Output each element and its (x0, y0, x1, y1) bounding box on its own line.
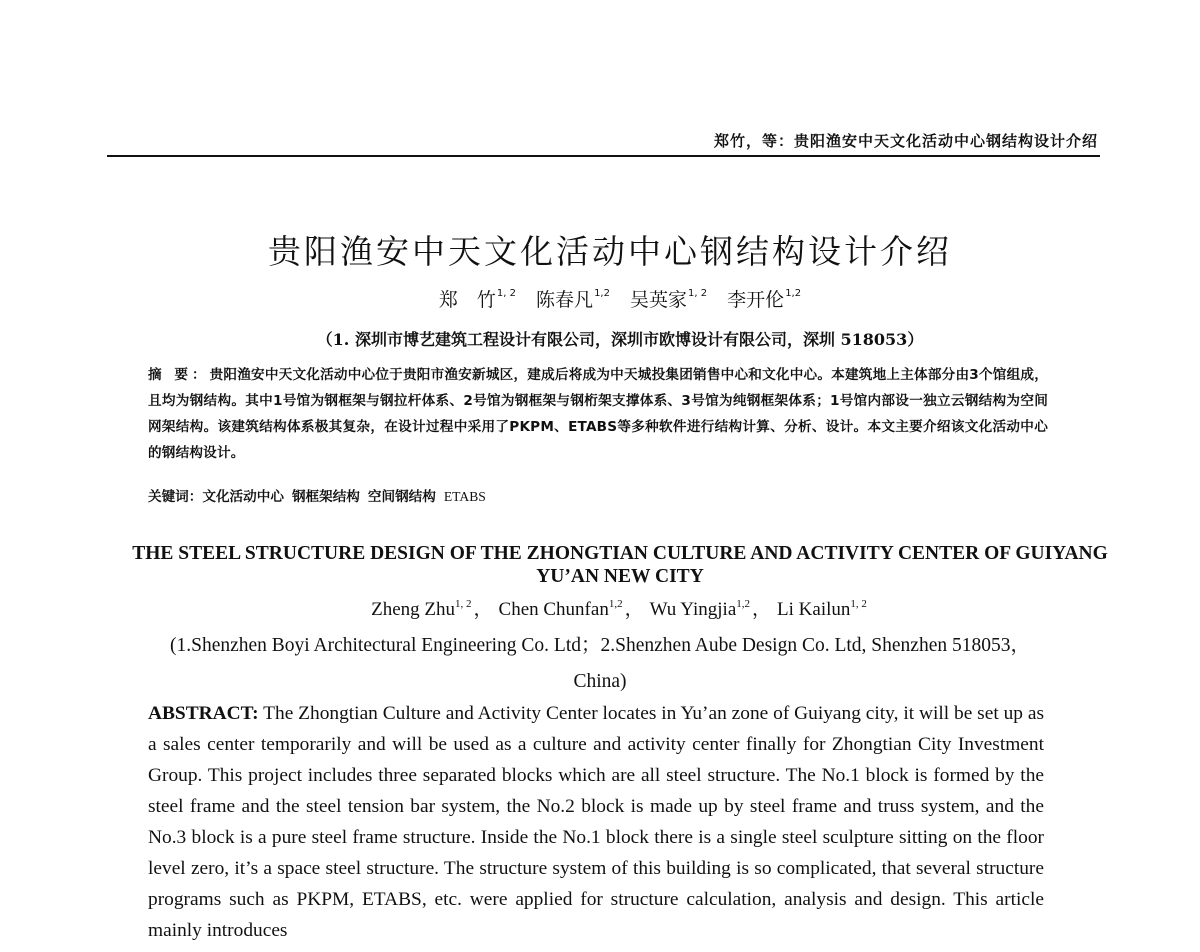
english-author: Li Kailun$^{1, 2}$ (777, 598, 867, 620)
english-abstract-text: The Zhongtian Culture and Activity Center locates in Yu’an zone of Guiyang city, it will be set up as a sales center temporarily and will be used as a culture and activity center finally for Zhongtian City Investment Group. This project includes three separated blocks which are all steel structure. The No.1 block is formed by the steel frame and the steel tension bar system, the No.2 block is made up by steel frame and truss system, and the No.3 block is a pure steel frame structure. Inside the No.1 block there is a single steel sculpture sitting on the floor level zero, it’s a space steel structure. The structure system of this building is so complicated, that several structure programs such as PKPM, ETABS, etc. were applied for structure calculation, analysis and design. This article mainly introduces (148, 703, 1045, 941)
author-separator: ， (624, 599, 644, 620)
english-abstract (148, 698, 1044, 946)
running-header: 郑竹，等：贵阳渔安中天文化活动中心钢结构设计介绍 (713, 132, 1098, 150)
english-abstract-label: ABSTRACT: (148, 703, 259, 724)
chinese-author: 吴英家$^{1, 2}$ (630, 288, 708, 311)
chinese-abstract-label: 摘 要： (148, 367, 210, 383)
keyword: 钢框架结构 (291, 489, 360, 505)
keyword: ETABS (443, 489, 486, 504)
chinese-abstract (148, 362, 1048, 466)
chinese-author: 陈春凡$^{1,2}$ (536, 288, 610, 311)
author-separator: ， (473, 599, 493, 620)
english-author: Wu Yingjia$^{1,2}$ (649, 598, 751, 620)
english-affiliation: (1.Shenzhen Boyi Architectural Engineering Co. Ltd；2.Shenzhen Aube Design Co. Ltd, Shenzhen 518053，China) (169, 635, 1030, 692)
author-separator: ， (752, 599, 772, 620)
english-author: Chen Chunfan$^{1,2}$ (498, 598, 623, 620)
chinese-title: 贵阳渔安中天文化活动中心钢结构设计介绍 (268, 232, 952, 271)
chinese-keywords-label: 关键词： (148, 489, 203, 505)
keyword: 文化活动中心 (202, 489, 284, 505)
chinese-author: 郑 竹$^{1, 2}$ (438, 288, 516, 311)
chinese-affiliation: （1. 深圳市博艺建筑工程设计有限公司，深圳市欧博设计有限公司，深圳 518053） (316, 330, 924, 349)
chinese-keywords (148, 484, 1048, 510)
english-authors (0, 594, 1200, 621)
english-author: Zheng Zhu$^{1, 2}$ (371, 598, 472, 620)
chinese-author: 李开伦$^{1,2}$ (727, 288, 802, 311)
chinese-abstract-text: 贵阳渔安中天文化活动中心位于贵阳市渔安新城区，建成后将成为中天城投集团销售中心和文化中心。本建筑地上主体部分由3个馆组成，且均为钢结构。其中1号馆为钢框架与钢拉杆体系、2号馆为钢框架与钢桁架支撑体系、3号馆为纯钢框架体系；1号馆内部设一独立云钢结构为空间网架结构。该建筑结构体系极其复杂，在设计过程中采用了PKPM、ETABS等多种软件进行结构计算、分析、设计。本文主要介绍该文化活动中心的钢结构设计。 (148, 367, 1049, 461)
header-rule (107, 155, 1100, 157)
chinese-authors (0, 285, 1200, 312)
english-title: THE STEEL STRUCTURE DESIGN OF THE ZHONGTIAN CULTURE AND ACTIVITY CENTER OF GUIYANG YU’AN NEW CITY (132, 543, 1108, 587)
keyword: 空间钢结构 (367, 489, 436, 505)
